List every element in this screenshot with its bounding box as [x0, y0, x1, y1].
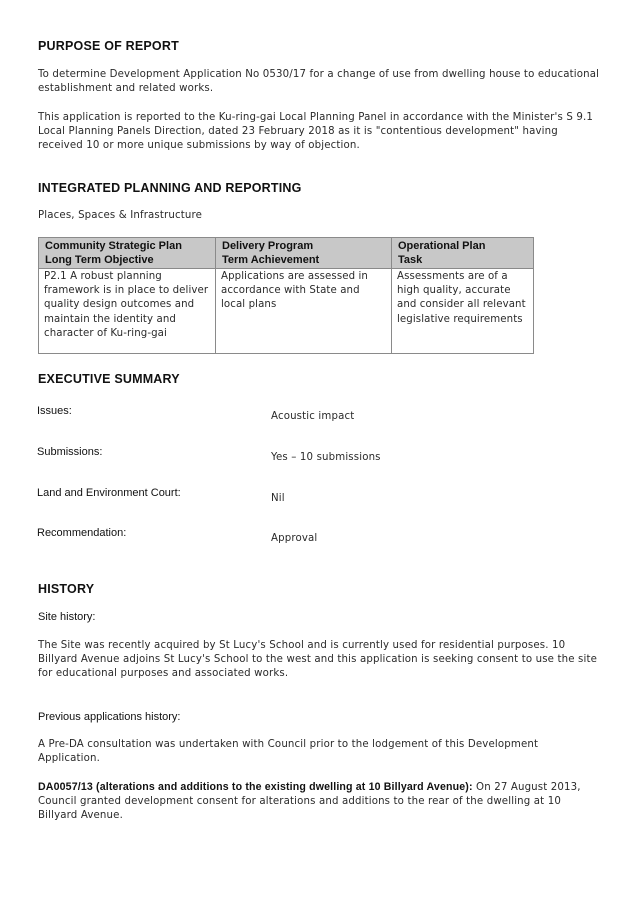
table-header-row: [39, 238, 534, 269]
purpose-paragraph-1: To determine Development Application No 0530/17 for a change of use from dwelling house to educational establishment and related works.: [38, 69, 600, 94]
col-header-operational-plan: Operational Plan Task: [392, 238, 534, 269]
col-header-community-strategic-plan: Community Strategic Plan Long Term Objective: [39, 238, 216, 269]
recommendation-label: Recommendation:: [37, 527, 127, 539]
site-history-heading: Site history:: [38, 611, 96, 623]
integrated-planning-heading: INTEGRATED PLANNING AND REPORTING: [38, 181, 302, 195]
purpose-paragraph-2: This application is reported to the Ku-ring-gai Local Planning Panel in accordance with the Minister's S 9.1 Local Planning Panels Direction, dated 23 February 2018 as it is "contentious development" having received 10 or more unique submissions by way of objection.: [38, 112, 593, 151]
submissions-value: Yes – 10 submissions: [271, 452, 381, 463]
purpose-heading: PURPOSE OF REPORT: [38, 39, 179, 53]
recommendation-value: Approval: [271, 533, 318, 544]
table-row: [39, 269, 534, 354]
cell-term-achievement: Applications are assessed in accordance with State and local plans: [216, 269, 392, 354]
executive-summary-heading: EXECUTIVE SUMMARY: [38, 372, 180, 386]
col-header-delivery-program: Delivery Program Term Achievement: [216, 238, 392, 269]
da-history-paragraph: [38, 780, 603, 823]
issues-value: Acoustic impact: [271, 411, 355, 422]
court-label: Land and Environment Court:: [37, 487, 181, 499]
theme-label: Places, Spaces & Infrastructure: [38, 210, 203, 221]
strategic-plan-table: [38, 237, 534, 354]
court-value: Nil: [271, 493, 285, 504]
cell-operational-task: Assessments are of a high quality, accurate and consider all relevant legislative requirements: [392, 269, 534, 354]
submissions-label: Submissions:: [37, 446, 103, 458]
history-heading: HISTORY: [38, 582, 95, 596]
cell-long-term-objective: P2.1 A robust planning framework is in place to deliver quality design outcomes and maintain the identity and character of Ku-ring-gai: [39, 269, 216, 354]
previous-applications-heading: Previous applications history:: [38, 711, 181, 723]
da-history-text: On 27 August 2013, Council granted development consent for alterations and additions to the rear of the dwelling at 10 Billyard Avenue.: [38, 782, 581, 821]
previous-applications-paragraph: A Pre-DA consultation was undertaken with Council prior to the lodgement of this Development Application.: [38, 739, 539, 764]
da-history-title: DA0057/13 (alterations and additions to the existing dwelling at 10 Billyard Avenue):: [38, 781, 473, 793]
site-history-paragraph: The Site was recently acquired by St Lucy's School and is currently used for residential purposes. 10 Billyard Avenue adjoins St Lucy's School to the west and this application is seeking consent to use the site for educational purposes and associated works.: [38, 640, 598, 679]
issues-label: Issues:: [37, 405, 72, 417]
